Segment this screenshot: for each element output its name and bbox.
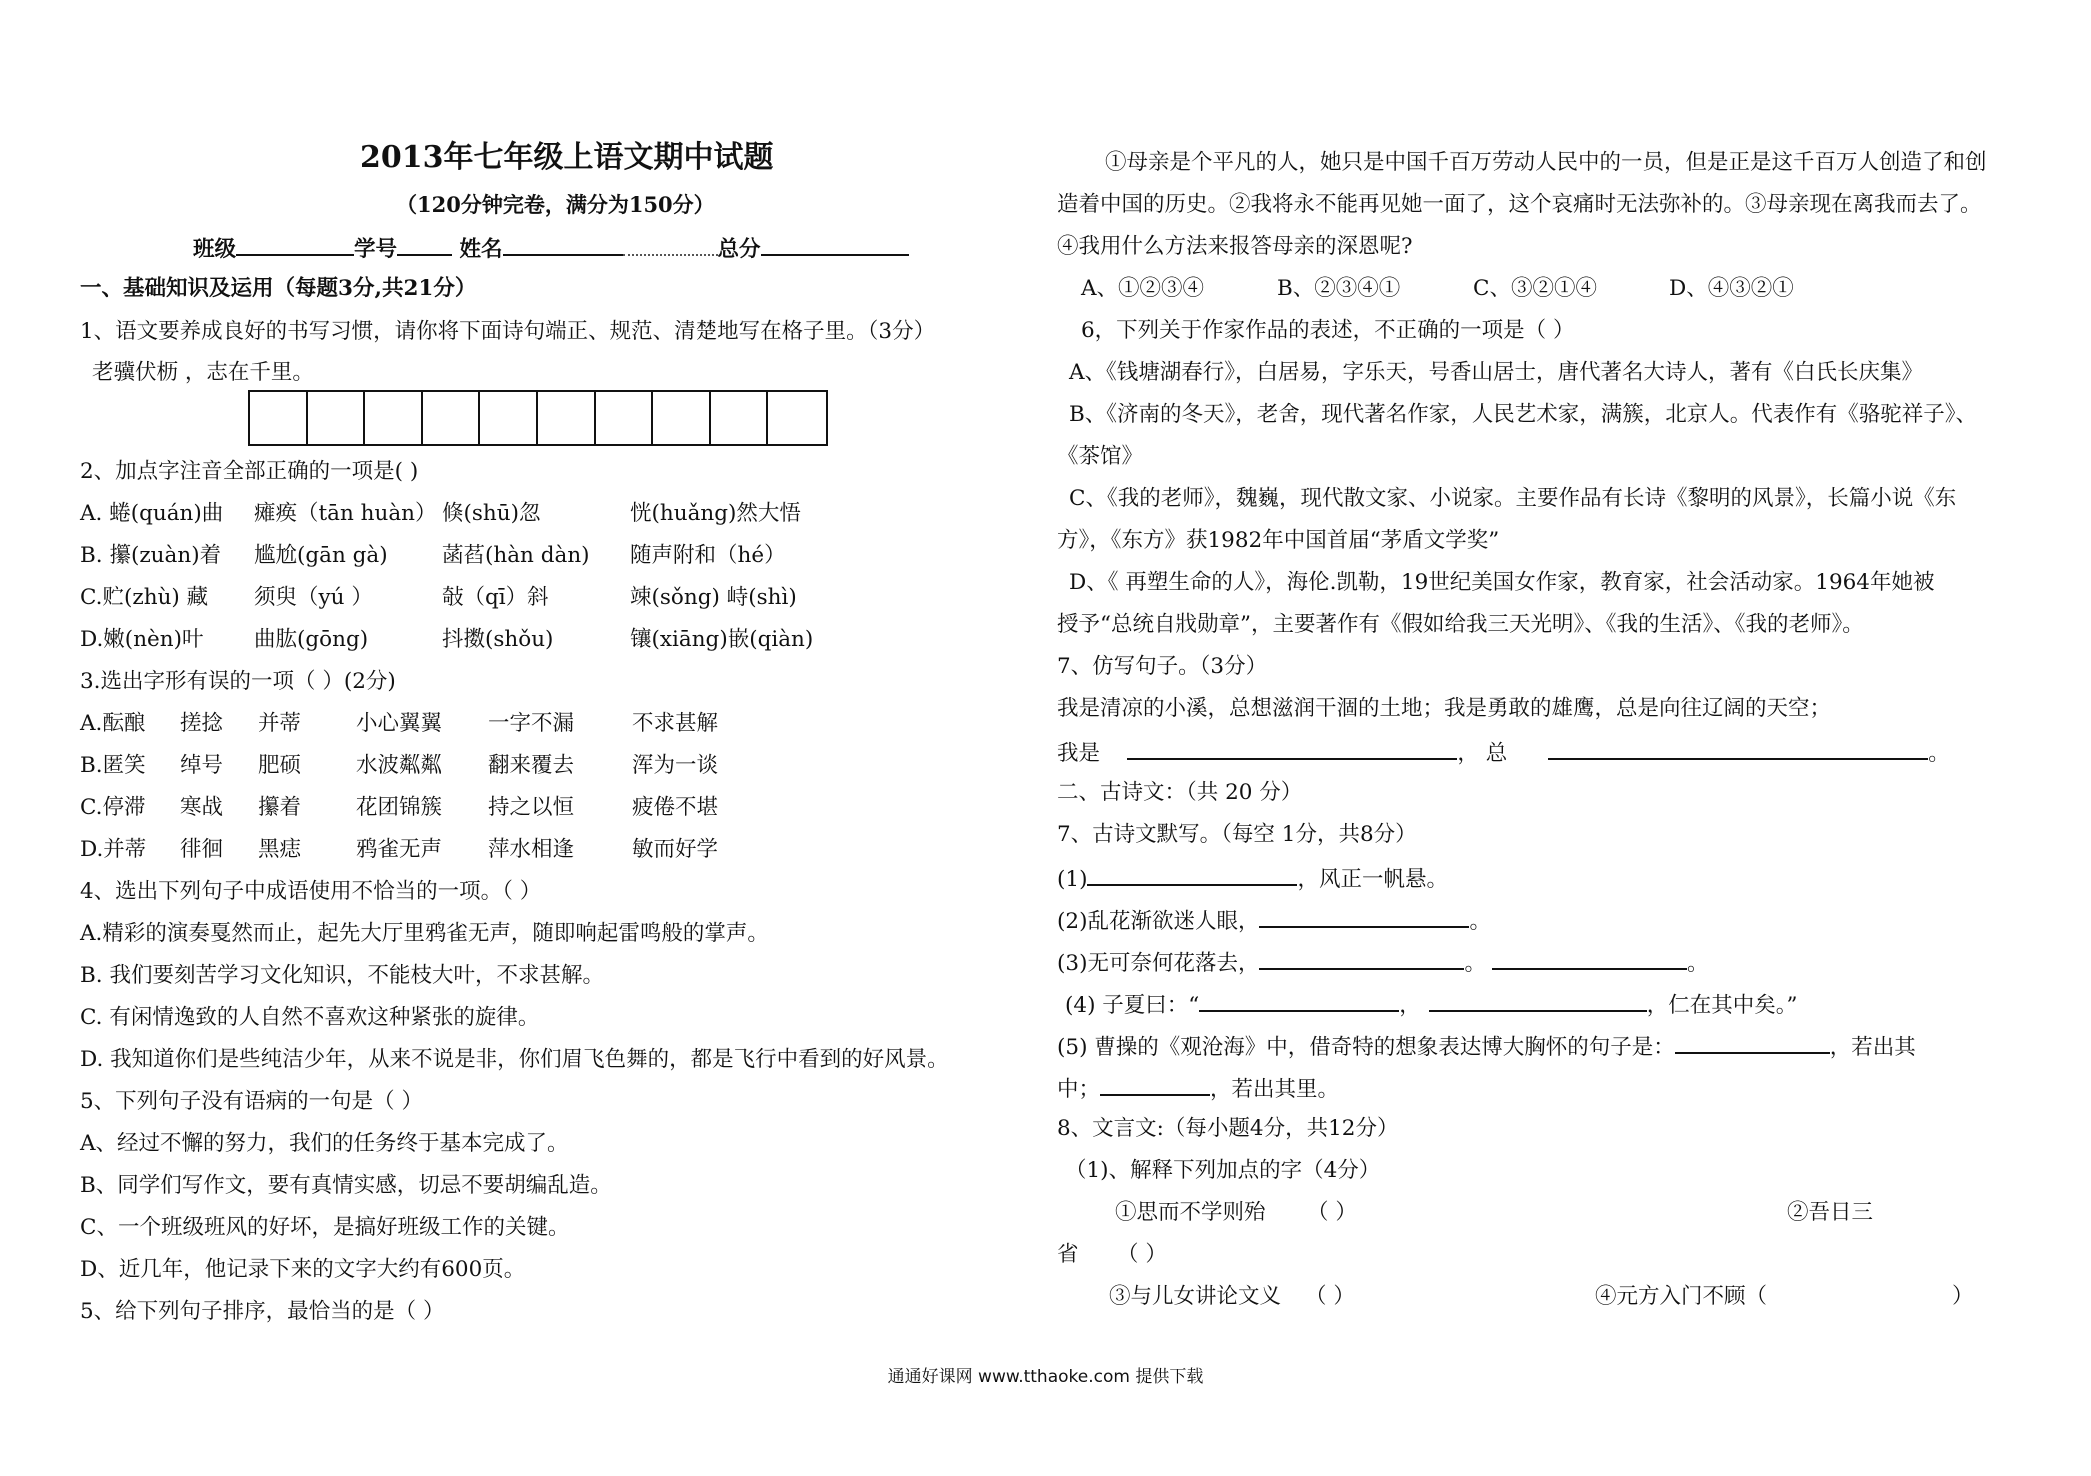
q7-blank-1[interactable] [1127,736,1457,760]
page-title: 2013年七年级上语文期中试题 [360,140,774,175]
q3-row-a-4: 小心翼翼 [356,711,443,736]
poem-1 [1057,862,1448,895]
q3-row-d-2: 徘徊 [180,837,224,862]
section-1-heading: 一、基础知识及运用（每题3分,共21分） [80,276,477,301]
class-blank[interactable] [236,232,354,256]
q4-option-c: C. 有闲情逸致的人自然不喜欢这种紧张的旋律。 [80,1005,540,1030]
question-1: 1、语文要养成良好的书写习惯，请你将下面诗句端正、规范、清楚地写在格子里。（3分） [80,319,936,344]
question-3: 3.选出字形有误的一项（ ）(2分) [80,669,396,694]
word-1-paren: （ ） [1307,1200,1357,1225]
poem-2-start: (2)乱花渐欲迷人眼， [1057,909,1260,934]
word-4-start: ④元方入门不顾（ [1595,1284,1768,1309]
class-label: 班级 [193,237,237,262]
q2-row-a-2: 瘫痪（tān huàn） [254,501,437,526]
q2-row-d-3: 抖擞(shǒu) [442,627,554,652]
q6-option-d-line-2: 授予“总统自戕勋章”，主要著作有《假如给我三天光明》、《我的生活》、《我的老师》。 [1057,612,1864,637]
word-4 [1595,1282,1974,1312]
q4-option-b: B. 我们要刻苦学习文化知识，不能枝大叶，不求甚解。 [80,963,604,988]
name-blank[interactable] [503,232,623,256]
id-label: 学号 [354,237,398,262]
q4-option-a: A.精彩的演奏戛然而止，起先大厅里鸦雀无声，随即响起雷鸣般的掌声。 [80,921,769,946]
question-7: 7、仿写句子。（3分） [1057,654,1268,679]
q3-row-b-4: 水波粼粼 [356,753,443,778]
q6-option-a: A、《钱塘湖春行》，白居易，字乐天，号香山居士，唐代著名大诗人，著有《白氏长庆集》 [1069,360,1924,385]
q2-row-d-2: 曲肱(gōng) [254,627,369,652]
poem-3-end: 。 [1686,951,1709,976]
q3-row-d-5: 萍水相逢 [488,837,575,862]
q3-row-d-1: D.并蒂 [80,837,147,862]
q8-part-1: （1)、解释下列加点的字（4分） [1065,1158,1381,1183]
q5-option-c: C、一个班级班风的好坏，是搞好班级工作的关键。 [80,1215,570,1240]
q7-answer-row [1057,736,1950,769]
q7-example: 我是清凉的小溪，总想滋润干涸的土地；我是勇敢的雄鹰，总是向往辽阔的天空； [1057,696,1832,721]
q3-row-a-2: 搓捻 [180,711,224,736]
q6-option-c-line-2: 方》，《东方》获1982年中国首届“茅盾文学奖” [1057,528,1500,553]
q4-option-d: D. 我知道你们是些纯洁少年，从来不说是非，你们眉飞色舞的，都是飞行中看到的好风景。 [80,1047,949,1072]
q2-row-d-4: 镶(xiāng)嵌(qiàn) [630,627,814,652]
q3-row-a-1: A.酝酿 [80,711,146,736]
grid-cell[interactable] [653,392,711,444]
question-5b: 5、给下列句子排序，最恰当的是（ ） [80,1299,445,1324]
poem-3-mid: 。 [1464,951,1486,976]
question-8: 8、文言文:（每小题4分，共12分） [1057,1116,1399,1141]
word-2-cont: 省 [1057,1242,1079,1267]
q7-end: 。 [1928,741,1950,766]
poem-4-blank-1[interactable] [1199,988,1399,1012]
poem-2-blank[interactable] [1259,904,1469,928]
id-blank[interactable] [397,232,452,256]
q3-row-b-3: 肥硕 [258,753,302,778]
poem-5b-end: ，若出其里。 [1210,1077,1340,1102]
section-2-heading: 二、古诗文：（共 20 分） [1057,780,1303,805]
poem-3-start: (3)无可奈何花落去， [1057,951,1260,976]
q7-prefix: 我是 [1057,741,1101,766]
passage-line-3: ④我用什么方法来报答母亲的深恩呢? [1057,234,1413,259]
word-3-paren: （ ） [1305,1284,1355,1309]
poem-5-blank-1[interactable] [1675,1030,1830,1054]
writing-grid[interactable] [248,390,828,446]
q3-row-a-6: 不求甚解 [632,711,719,736]
q3-row-b-5: 翻来覆去 [488,753,575,778]
q2-row-b-4: 随声附和（hé） [630,543,786,568]
word-1: ①思而不学则殆 [1115,1200,1266,1225]
poem-5-start: (5) 曹操的《观沧海》中，借奇特的想象表达博大胸怀的句子是： [1057,1035,1675,1060]
q2-row-a-4: 恍(huǎng)然大悟 [630,501,801,526]
q3-row-c-4: 花团锦簇 [356,795,443,820]
poem-5b-start: 中； [1057,1077,1101,1102]
question-7b: 7、古诗文默写。（每空 1分，共8分） [1057,822,1417,847]
total-blank[interactable] [761,232,909,256]
q2-row-d-1: D.嫩(nèn)叶 [80,627,204,652]
poem-4 [1065,988,1798,1021]
poem-5-blank-2[interactable] [1100,1072,1210,1096]
poem-3-blank-1[interactable] [1259,946,1464,970]
q3-row-c-1: C.停滞 [80,795,146,820]
poem-1-blank[interactable] [1087,862,1297,886]
question-6: 6，下列关于作家作品的表述，不正确的一项是（ ） [1081,318,1575,343]
page-footer: 通通好课网 www.tthaoke.com 提供下载 [887,1367,1204,1387]
q3-row-a-5: 一字不漏 [488,711,575,736]
grid-cell[interactable] [365,392,423,444]
poem-1-num: (1) [1057,867,1088,892]
question-5: 5、下列句子没有语病的一句是（ ） [80,1089,424,1114]
poem-2-end: 。 [1469,909,1491,934]
q6-option-d-line-1: D、《 再塑生命的人》，海伦.凯勒，19世纪美国女作家，教育家，社会活动家。1964年她被 [1069,570,1935,595]
q2-row-c-2: 须臾（yú ） [254,585,373,610]
poem-4-end: ，仁在其中矣。” [1646,993,1798,1018]
page-subtitle: （120分钟完卷，满分为150分） [396,192,715,217]
passage-line-2: 造着中国的历史。②我将永不能再见她一面了，这个哀痛时无法弥补的。③母亲现在离我而去了。 [1057,192,1982,217]
order-option-d: D、④③②① [1669,276,1794,301]
poem-5 [1057,1030,1916,1063]
poem-4-start: (4) 子夏曰：“ [1065,993,1200,1018]
word-2-paren: （ ） [1117,1242,1167,1267]
order-option-b: B、②③④① [1277,276,1401,301]
dotted-leader [623,232,718,256]
q6-option-b-line-1: B、《济南的冬天》，老舍，现代著名作家，人民艺术家，满簇，北京人。代表作有《骆驼祥子》、 [1069,402,1978,427]
passage-line-1: ①母亲是个平凡的人，她只是中国千百万劳动人民中的一员，但是正是这千百万人创造了和创 [1105,150,1987,175]
grid-cell[interactable] [711,392,769,444]
grid-cell[interactable] [596,392,654,444]
poem-4-blank-2[interactable] [1429,988,1647,1012]
grid-cell[interactable] [308,392,366,444]
q3-row-d-6: 敏而好学 [632,837,719,862]
total-label: 总分 [717,237,761,262]
student-info-row [193,232,909,265]
q6-option-b-line-2: 《茶馆》 [1057,444,1144,469]
q3-row-c-3: 攥着 [258,795,302,820]
order-option-c: C、③②①④ [1473,276,1597,301]
poem-3 [1057,946,1709,979]
grid-cell[interactable] [250,392,308,444]
poem-2 [1057,904,1491,937]
name-label: 姓名 [459,237,503,262]
q3-row-d-4: 鸦雀无声 [356,837,443,862]
grid-cell[interactable] [538,392,596,444]
poem-3-blank-2[interactable] [1492,946,1687,970]
q2-row-a-3: 倏(shū)忽 [442,501,541,526]
q2-row-c-1: C.贮(zhù) 藏 [80,585,209,610]
question-4: 4、选出下列句子中成语使用不恰当的一项。（ ） [80,879,542,904]
q2-row-b-3: 菡萏(hàn dàn) [442,543,590,568]
q2-row-a-1: A. 蜷(quán)曲 [80,501,224,526]
word-4-end: ） [1952,1284,1974,1309]
grid-cell[interactable] [768,392,826,444]
q5-option-b: B、同学们写作文，要有真情实感，切忌不要胡编乱造。 [80,1173,612,1198]
poem-5-end: ，若出其 [1829,1035,1916,1060]
question-2: 2、加点字注音全部正确的一项是( ) [80,459,419,484]
q7-blank-2[interactable] [1548,736,1928,760]
order-option-a: A、①②③④ [1081,276,1205,301]
q2-row-b-1: B. 攥(zuàn)着 [80,543,222,568]
q3-row-b-1: B.匿笑 [80,753,146,778]
q3-row-b-2: 绰号 [180,753,224,778]
poem-4-mid: ， [1399,993,1421,1018]
q3-row-c-5: 持之以恒 [488,795,575,820]
q2-row-c-3: 敧（qī）斜 [442,585,549,610]
q3-row-b-6: 浑为一谈 [632,753,719,778]
q5-option-d: D、近几年，他记录下来的文字大约有600页。 [80,1257,526,1282]
word-2: ②吾日三 [1787,1200,1874,1225]
q2-row-b-2: 尴尬(gān gà) [254,543,388,568]
q3-row-d-3: 黑痣 [258,837,302,862]
grid-cell[interactable] [423,392,481,444]
poem-1-end: ，风正一帆悬。 [1297,867,1448,892]
q6-option-c-line-1: C、《我的老师》，魏巍，现代散文家、小说家。主要作品有长诗《黎明的风景》，长篇小说《东 [1069,486,1957,511]
q3-row-c-6: 疲倦不堪 [632,795,719,820]
question-1-poem: 老骥伏枥 ，志在千里。 [92,360,314,385]
q3-row-c-2: 寒战 [180,795,224,820]
q7-middle: ， 总 [1457,741,1508,766]
q3-row-a-3: 并蒂 [258,711,302,736]
grid-cell[interactable] [480,392,538,444]
poem-5-line-2 [1057,1072,1339,1105]
word-3: ③与儿女讲论文义 [1109,1284,1282,1309]
q5-option-a: A、经过不懈的努力，我们的任务终于基本完成了。 [80,1131,569,1156]
q2-row-c-4: 竦(sǒng) 峙(shì) [630,585,797,610]
